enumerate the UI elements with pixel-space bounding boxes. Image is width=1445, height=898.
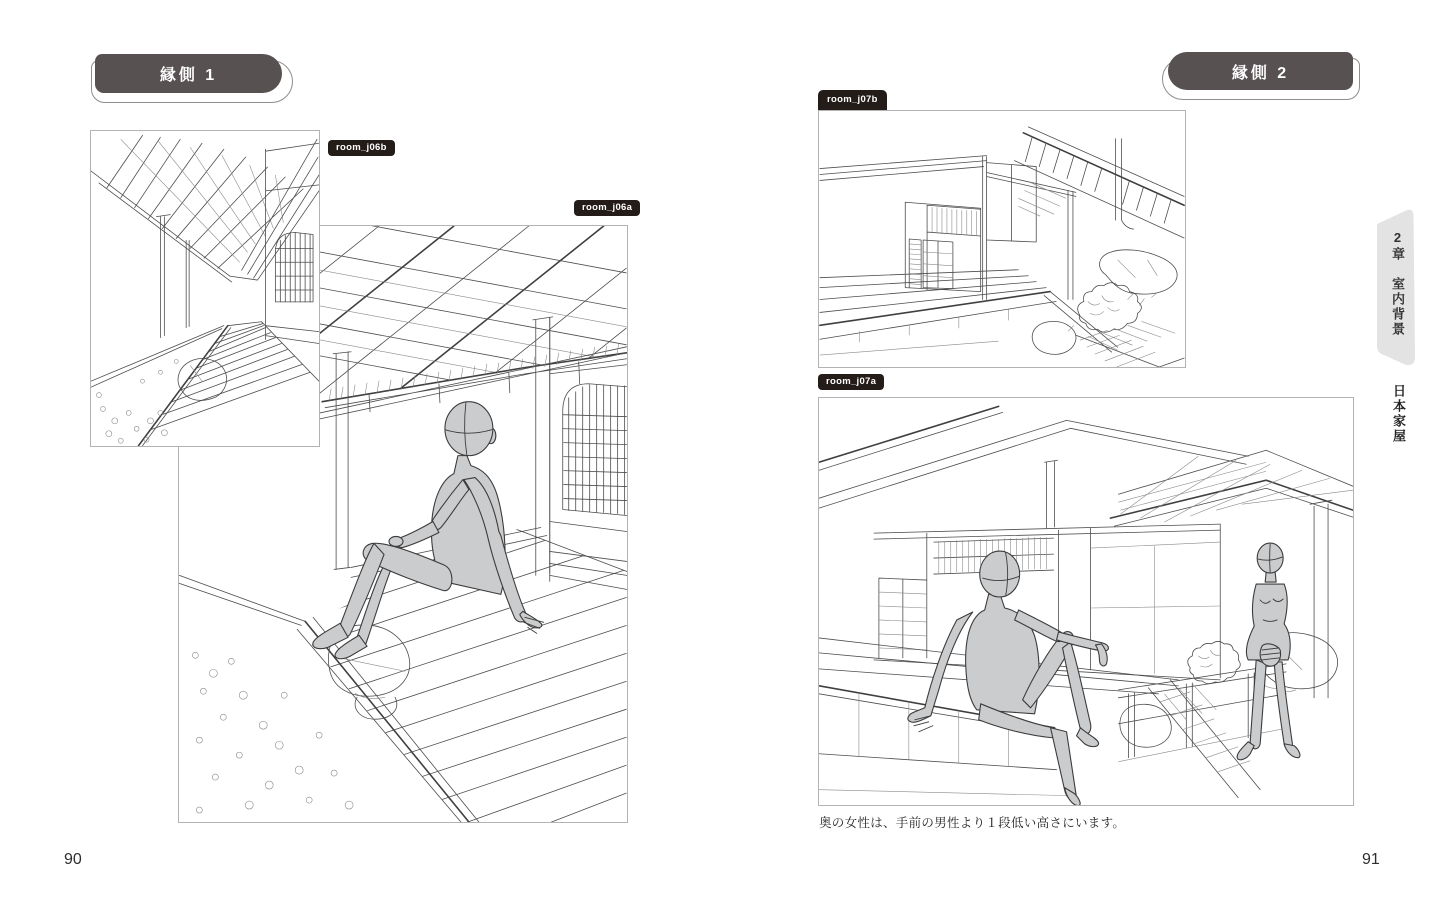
roof-lattice (91, 135, 319, 282)
figure-room-j07b (818, 110, 1186, 368)
roof-lattice-right (1110, 450, 1353, 698)
figure-room-j07a (818, 397, 1354, 806)
image-label-room-j06b: room_j06b (328, 140, 395, 156)
illustration-room-j07a-engawa-two-figures (819, 398, 1353, 805)
plank-walkway (139, 322, 319, 446)
page-number-left: 90 (64, 851, 82, 868)
section-vertical-label: 日本家屋 (1391, 384, 1406, 444)
left-building (820, 156, 1076, 300)
wall-and-window (265, 143, 319, 343)
section-tab-engawa-1 (95, 54, 282, 93)
chapter-tab-label: 2章 室内背景 (1390, 230, 1405, 337)
gravel-garden (179, 575, 353, 813)
section-tab-engawa-2 (1168, 52, 1353, 90)
image-caption: 奥の女性は、手前の男性より１段低い高さにいます。 (819, 816, 1126, 830)
image-label-room-j06a: room_j06a (574, 200, 640, 216)
figure-room-j06b (90, 130, 320, 447)
illustration-room-j06b-engawa-corridor (91, 131, 319, 446)
roof-right (1014, 127, 1184, 238)
page-number-right: 91 (1362, 851, 1380, 868)
chapter-side-tab (1377, 208, 1415, 368)
seated-mannequin-male (908, 551, 1109, 805)
diamond-lattice-path (1076, 321, 1184, 367)
image-label-room-j07a: room_j07a (818, 374, 884, 390)
section-tab-label: 縁側 1 (159, 67, 218, 84)
seated-mannequin (313, 402, 544, 659)
illustration-room-j07b-engawa-exterior (819, 111, 1185, 367)
garden-and-stone (91, 326, 227, 443)
section-tab-label: 縁側 2 (1231, 64, 1290, 82)
shoji-panels (905, 202, 980, 291)
image-label-room-j07b: room_j07b (818, 90, 887, 110)
standing-mannequin-female (1237, 543, 1300, 760)
garden-right (1120, 633, 1338, 798)
